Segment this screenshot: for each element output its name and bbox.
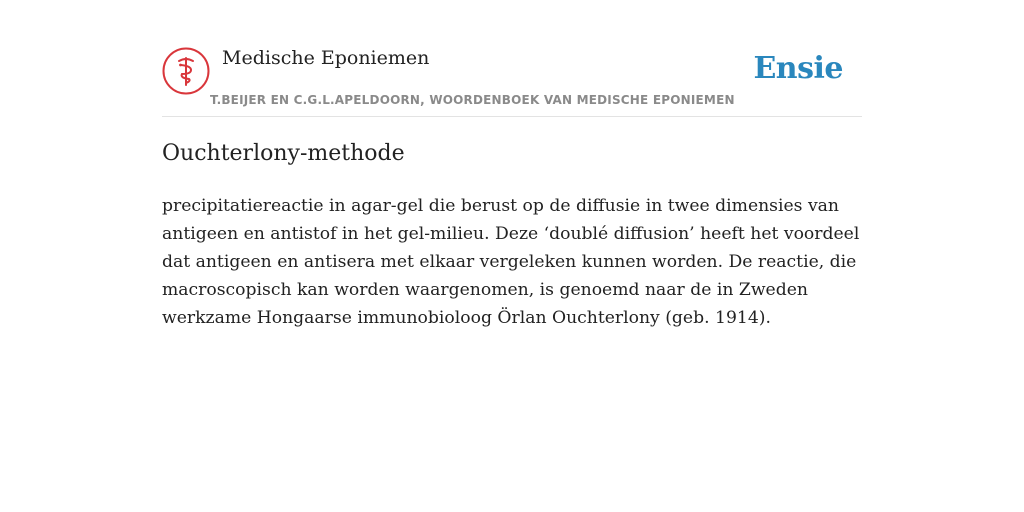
dictionary-header [162,46,862,117]
dictionary-title[interactable]: Medische Eponiemen [222,47,430,69]
dictionary-source: T.BEIJER EN C.G.L.APELDOORN, WOORDENBOEK VAN MEDISCHE EPONIEMEN [210,93,735,107]
definition-line: werkzame Hongaarse immunobioloog Örlan Ouchterlony (geb. 1914). [162,308,771,328]
entry-definition [162,192,868,332]
definition-line: macroscopisch kan worden waargenomen, is genoemd naar de in Zweden [162,280,808,300]
definition-line: precipitatiereactie in agar-gel die berust op de diffusie in twee dimensies van [162,196,839,216]
caduceus-icon [162,47,210,95]
ensie-logo-link[interactable]: Ensie [753,51,843,86]
definition-line: dat antigeen en antisera met elkaar vergeleken kunnen worden. De reactie, die [162,252,857,272]
entry-title: Ouchterlony-methode [162,141,405,166]
definition-line: antigeen en antistof in het gel-milieu. Deze ‘doublé diffusion’ heeft het voordeel [162,224,860,244]
